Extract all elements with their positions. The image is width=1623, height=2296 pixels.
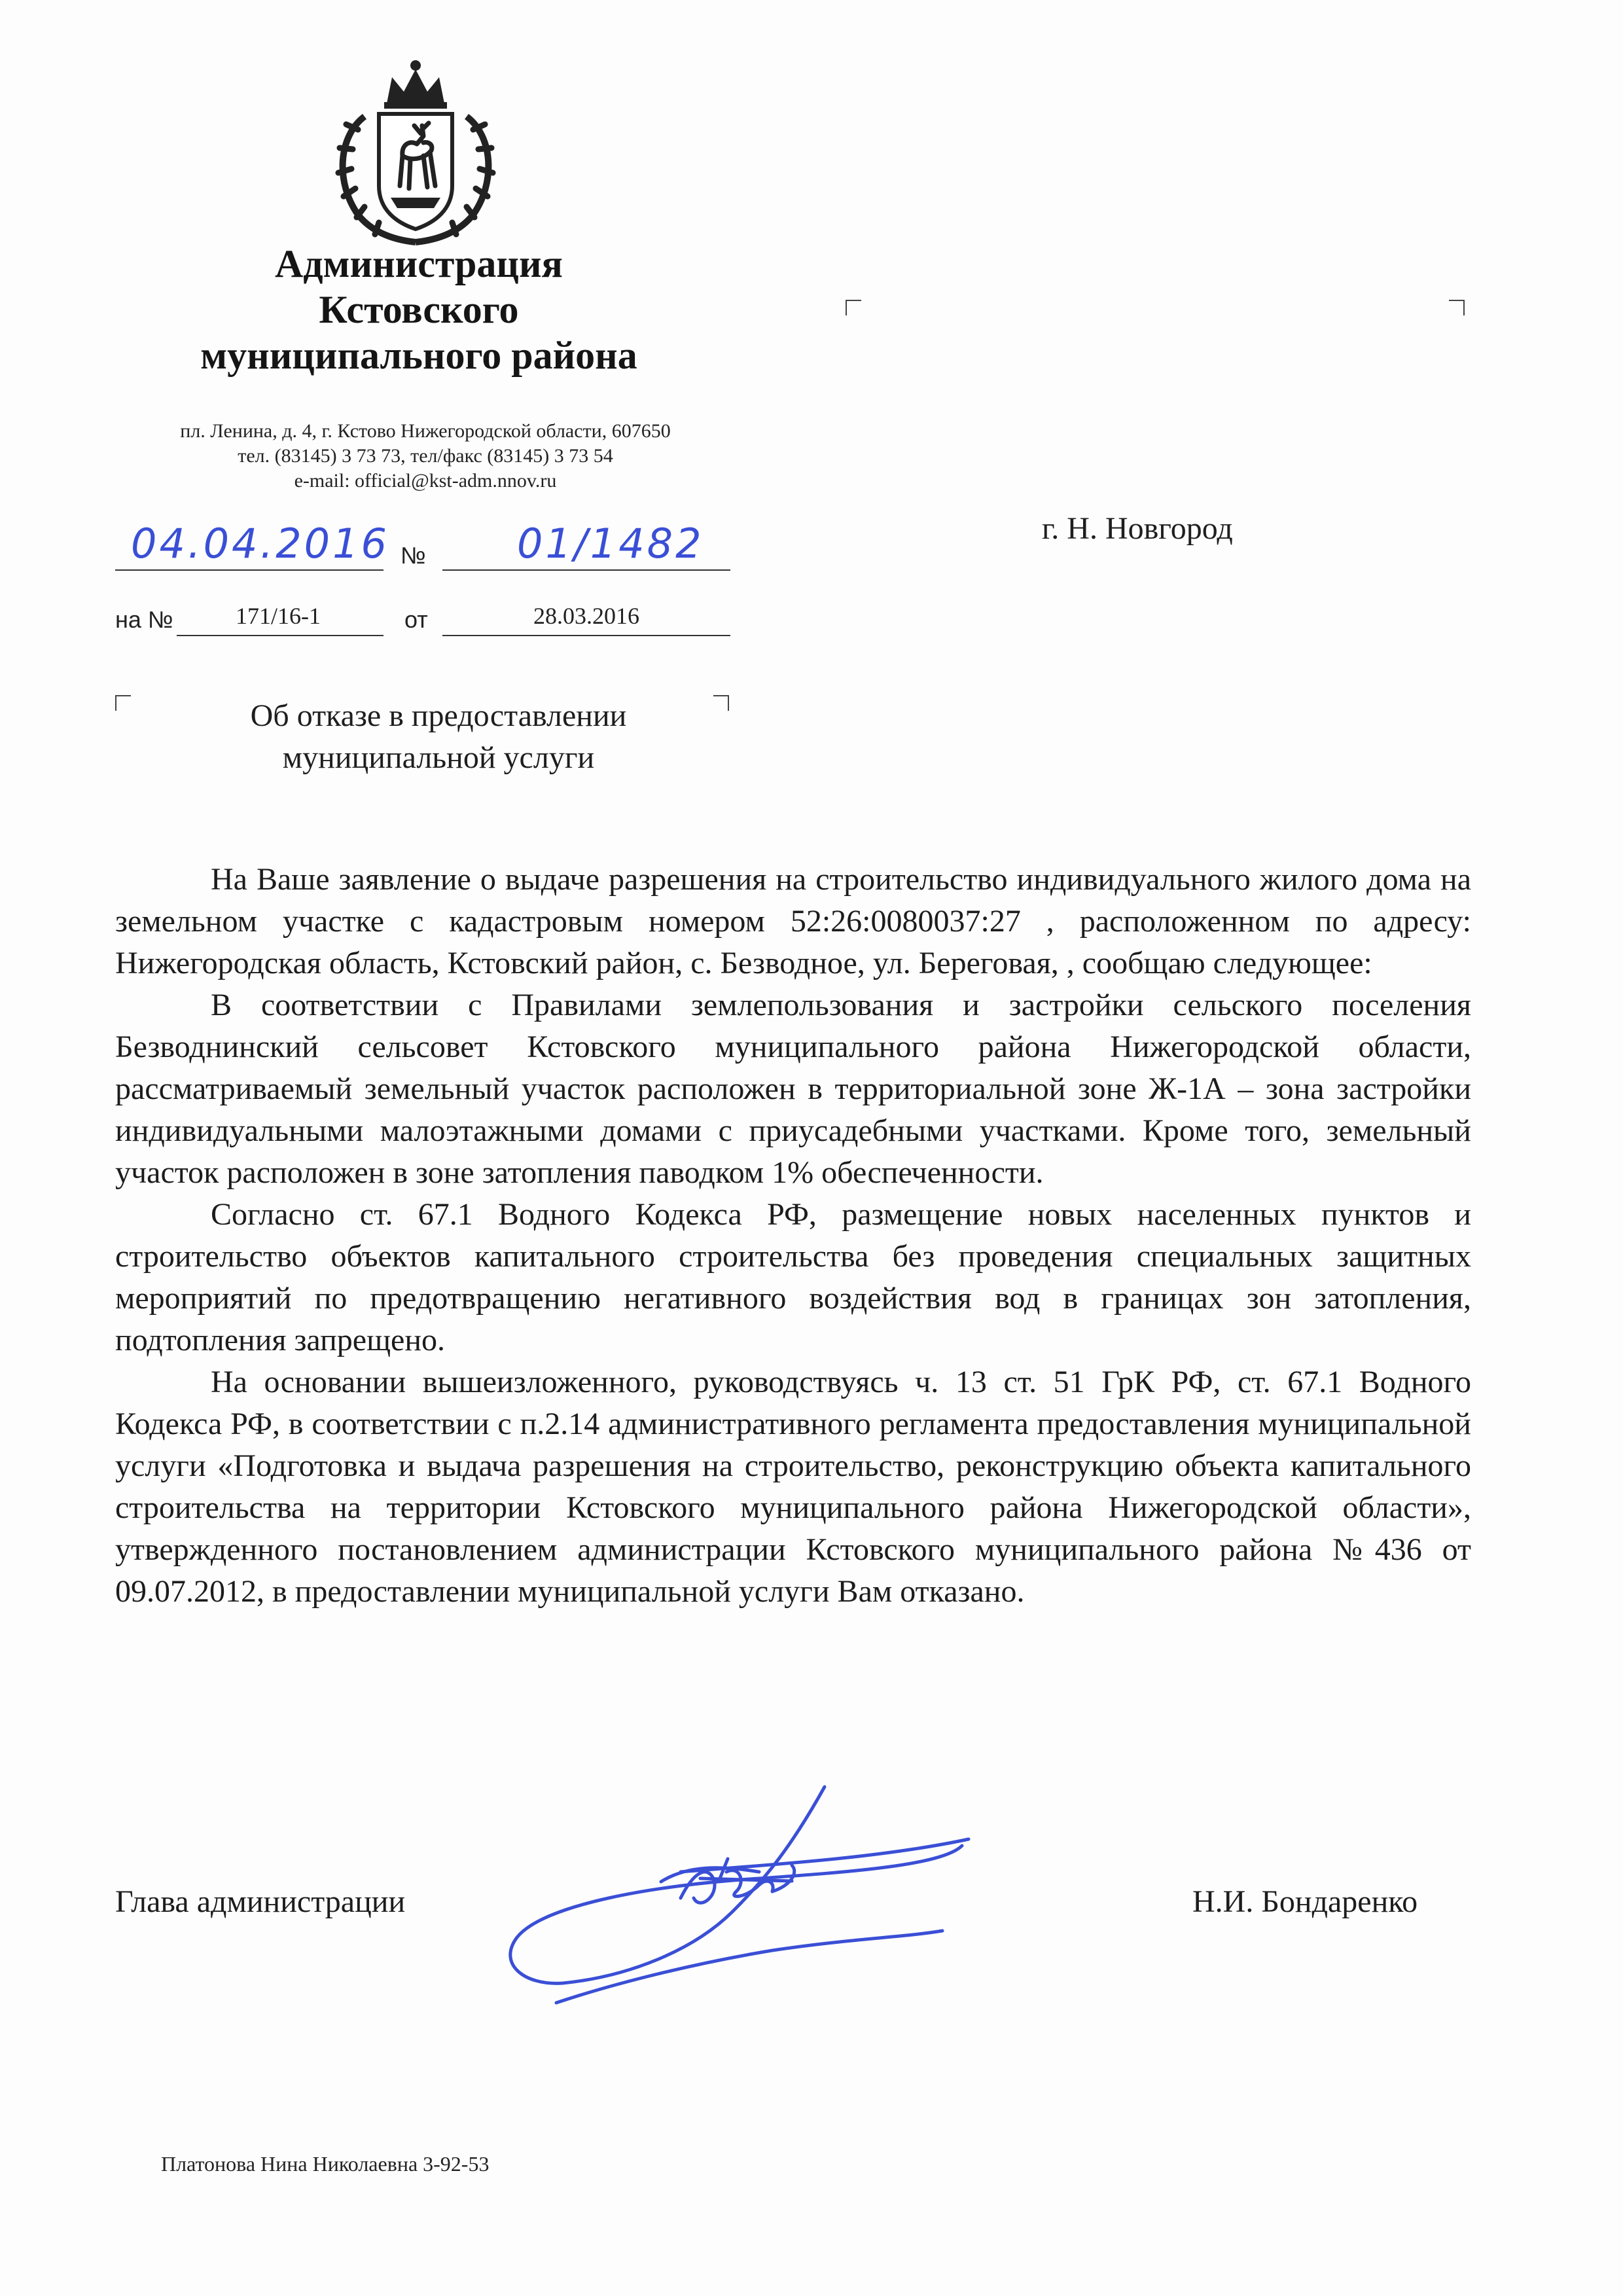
letter-body (115, 859, 1471, 1613)
signatory-title: Глава администрации (115, 1884, 406, 1919)
from-label: от (404, 606, 428, 633)
outgoing-date: 04.04.2016 (131, 520, 389, 567)
email-line: e-mail: official@kst-adm.nnov.ru (294, 470, 557, 492)
coat-of-arms-icon (319, 58, 512, 247)
ref-date-underline (442, 635, 730, 636)
subject (157, 695, 720, 779)
subject-line-2: муниципальной услуги (282, 740, 595, 775)
phone-line: тел. (83145) 3 73 73, тел/факс (83145) 3 73 54 (238, 445, 613, 467)
address-line: пл. Ленина, д. 4, г. Кстово Нижегородской области, 607650 (180, 420, 671, 442)
organization-name (131, 241, 707, 378)
recipient-corner-right (1449, 300, 1465, 315)
recipient-corner-left (846, 300, 861, 315)
org-line-3: муниципального района (200, 334, 637, 377)
body-paragraph-4: На основании вышеизложенного, руководствуясь ч. 13 ст. 51 ГрК РФ, ст. 67.1 Водного Кодекса РФ, в соответствии с п.2.14 административного регламента предоставления муниципальной услуги «Подготовка и выдача разрешения на строительство, реконструкцию объекта капитального строительства на территории Кстовского муниципального района Нижегородской области», утвержденного постановлением администрации Кстовского муниципального района №436 от 09.07.2012, в предоставлении муниципальной услуги Вам отказано. (115, 1365, 1471, 1609)
org-line-1: Администрация (274, 242, 563, 285)
date-underline (115, 569, 383, 571)
subject-line-1: Об отказе в предоставлении (250, 698, 627, 733)
address-block (118, 419, 733, 493)
subject-corner-left (115, 695, 131, 711)
number-underline (442, 569, 730, 571)
body-paragraph-3: Согласно ст. 67.1 Водного Кодекса РФ, размещение новых населенных пунктов и строительство объектов капитального строительства без проведения специальных защитных мероприятий по предотвращению негативного воздействия вод в границах зон затопления, подтопления запрещено. (115, 1197, 1471, 1357)
body-paragraph-1: На Ваше заявление о выдаче разрешения на строительство индивидуального жилого дома на земельном участке с кадастровым номером 52:26:0080037:27 , расположенном по адресу: Нижегородская область, Кстовский район, с. Безводное, ул. Береговая, , сообщаю следующее: (115, 862, 1471, 980)
ref-date: 28.03.2016 (533, 603, 639, 629)
ref-label: на № (115, 606, 173, 633)
handwritten-signature (484, 1767, 982, 2036)
org-line-2: Кстовского (319, 288, 519, 331)
number-label: № (401, 542, 426, 569)
body-paragraph-2: В соответствии с Правилами землепользования и застройки сельского поселения Безводнинский сельсовет Кстовского муниципального района Нижегородской области, рассматриваемый земельный участок расположен в территориальной зоне Ж-1А – зона застройки индивидуальными малоэтажными домами с приусадебными участками. Кроме того, земельный участок расположен в зоне затопления паводком 1% обеспеченности. (115, 988, 1471, 1190)
ref-number: 171/16-1 (236, 603, 321, 629)
recipient-city: г. Н. Новгород (1042, 511, 1233, 546)
outgoing-number: 01/1482 (517, 520, 704, 567)
signatory-name: Н.И. Бондаренко (1192, 1884, 1418, 1919)
executor-contact: Платонова Нина Николаевна 3-92-53 (161, 2152, 490, 2176)
ref-number-underline (177, 635, 383, 636)
